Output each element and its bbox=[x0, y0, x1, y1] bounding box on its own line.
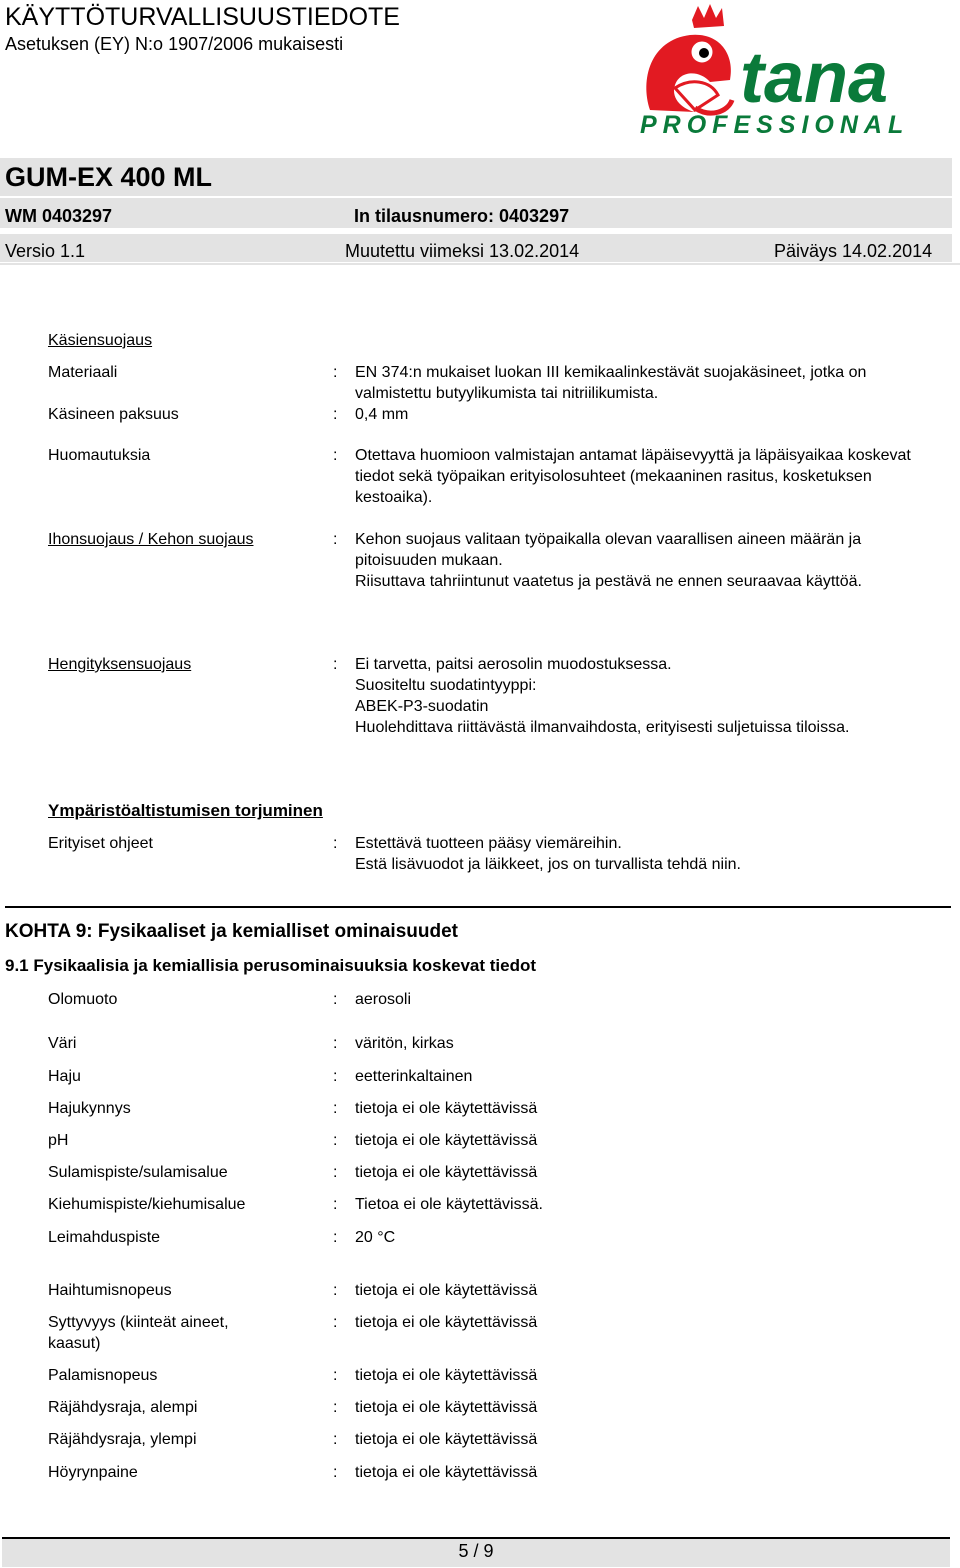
remarks-value: Otettava huomioon valmistajan antamat läpäisevyyttä ja läpäisyaikaa koskevat tiedot sekä työpaikan erityisolosuhteet (mekaaninen rasitus, kosketuksen kestoaika). bbox=[355, 447, 911, 506]
property-value: tietoja ei ole käytettävissä bbox=[355, 1164, 538, 1181]
property-label: Haihtumisnopeus bbox=[48, 1282, 172, 1299]
version: Versio 1.1 bbox=[5, 241, 86, 261]
property-label: Kiehumispiste/kiehumisalue bbox=[48, 1196, 246, 1213]
hand-protection-heading: Käsiensuojaus bbox=[48, 332, 153, 349]
product-name: GUM-EX 400 ML bbox=[5, 162, 213, 192]
colon: : bbox=[333, 1164, 338, 1181]
respiratory-line-4: Huolehdittava riittävästä ilmanvaihdosta, erityisesti suljetuissa tiloissa. bbox=[355, 719, 850, 736]
property-value: tietoja ei ole käytettävissä bbox=[355, 1399, 538, 1416]
property-value: tietoja ei ole käytettävissä bbox=[355, 1464, 538, 1481]
colon: : bbox=[333, 1068, 338, 1085]
colon: : bbox=[333, 1314, 338, 1331]
header-divider bbox=[0, 263, 960, 265]
property-value: tietoja ei ole käytettävissä bbox=[355, 1132, 538, 1149]
material-label: Materiaali bbox=[48, 364, 118, 381]
property-label: Haju bbox=[48, 1068, 81, 1085]
svg-text:tana: tana bbox=[740, 38, 889, 118]
issue-date: Päiväys 14.02.2014 bbox=[774, 241, 933, 261]
property-label: Palamisnopeus bbox=[48, 1367, 158, 1384]
colon: : bbox=[333, 447, 338, 464]
respiratory-line-2: Suositeltu suodatintyyppi: bbox=[355, 677, 537, 694]
colon: : bbox=[333, 1100, 338, 1117]
skin-protection-value-1: Kehon suojaus valitaan työpaikalla olevan vaarallisen aineen määrän ja pitoisuuden mukaan. bbox=[355, 531, 862, 569]
colon: : bbox=[333, 531, 338, 548]
property-label: pH bbox=[48, 1132, 69, 1149]
property-value: tietoja ei ole käytettävissä bbox=[355, 1367, 538, 1384]
glove-thickness-label: Käsineen paksuus bbox=[48, 406, 179, 423]
colon: : bbox=[333, 406, 338, 423]
property-label: Syttyvyys (kiinteät aineet, kaasut) bbox=[48, 1314, 229, 1352]
property-value: tietoja ei ole käytettävissä bbox=[355, 1282, 538, 1299]
property-label: Olomuoto bbox=[48, 991, 118, 1008]
environmental-heading: Ympäristöaltistumisen torjuminen bbox=[48, 801, 323, 820]
colon: : bbox=[333, 1229, 338, 1246]
property-label: Höyrynpaine bbox=[48, 1464, 138, 1481]
property-value: aerosoli bbox=[355, 991, 412, 1008]
property-value: 20 °C bbox=[355, 1229, 396, 1246]
property-value: väritön, kirkas bbox=[355, 1035, 454, 1052]
property-label: Leimahduspiste bbox=[48, 1229, 161, 1246]
order-number: In tilausnumero: 0403297 bbox=[354, 206, 570, 226]
colon: : bbox=[333, 1132, 338, 1149]
special-instructions-line-1: Estettävä tuotteen pääsy viemäreihin. bbox=[355, 835, 622, 852]
colon: : bbox=[333, 1399, 338, 1416]
glove-thickness-value: 0,4 mm bbox=[355, 406, 409, 423]
material-value: EN 374:n mukaiset luokan III kemikaalinkestävät suojakäsineet, jotka on valmistettu butyylikumista tai nitriilikumista. bbox=[355, 364, 867, 402]
property-label: Hajukynnys bbox=[48, 1100, 131, 1117]
respiratory-protection-label: Hengityksensuojaus bbox=[48, 656, 192, 673]
property-value: tietoja ei ole käytettävissä bbox=[355, 1100, 538, 1117]
property-label: Väri bbox=[48, 1035, 77, 1052]
wm-number: WM 0403297 bbox=[5, 206, 113, 226]
colon: : bbox=[333, 1367, 338, 1384]
property-label: Räjähdysraja, ylempi bbox=[48, 1431, 197, 1448]
section-divider bbox=[5, 906, 951, 908]
colon: : bbox=[333, 835, 338, 852]
colon: : bbox=[333, 1196, 338, 1213]
document-subtitle: Asetuksen (EY) N:o 1907/2006 mukaisesti bbox=[5, 34, 344, 54]
remarks-label: Huomautuksia bbox=[48, 447, 151, 464]
property-value: Tietoa ei ole käytettävissä. bbox=[355, 1196, 543, 1213]
special-instructions-line-2: Estä lisävuodot ja läikkeet, jos on turvallista tehdä niin. bbox=[355, 856, 741, 873]
skin-protection-value-2: Riisuttava tahriintunut vaatetus ja pestävä ne ennen seuraavaa käyttöä. bbox=[355, 573, 862, 590]
tana-professional-logo bbox=[640, 0, 945, 140]
section-9-1-title: 9.1 Fysikaalisia ja kemiallisia perusominaisuuksia koskevat tiedot bbox=[5, 956, 537, 975]
property-label: Sulamispiste/sulamisalue bbox=[48, 1164, 228, 1181]
logo-wordmark bbox=[740, 38, 888, 118]
colon: : bbox=[333, 1431, 338, 1448]
respiratory-line-1: Ei tarvetta, paitsi aerosolin muodostuksessa. bbox=[355, 656, 672, 673]
modified-date: Muutettu viimeksi 13.02.2014 bbox=[345, 241, 580, 261]
special-instructions-label: Erityiset ohjeet bbox=[48, 835, 153, 852]
colon: : bbox=[333, 991, 338, 1008]
colon: : bbox=[333, 1464, 338, 1481]
property-value: tietoja ei ole käytettävissä bbox=[355, 1431, 538, 1448]
section-9-title: KOHTA 9: Fysikaaliset ja kemialliset ominaisuudet bbox=[5, 921, 458, 942]
colon: : bbox=[333, 1282, 338, 1299]
skin-protection-label: Ihonsuojaus / Kehon suojaus bbox=[48, 531, 254, 548]
property-value: tietoja ei ole käytettävissä bbox=[355, 1314, 538, 1331]
respiratory-line-3: ABEK-P3-suodatin bbox=[355, 698, 489, 715]
property-value: eetterinkaltainen bbox=[355, 1068, 473, 1085]
logo-subtitle: PROFESSIONAL bbox=[640, 111, 910, 139]
colon: : bbox=[333, 364, 338, 381]
page-number: 5 / 9 bbox=[458, 1541, 494, 1561]
colon: : bbox=[333, 656, 338, 673]
document-title: KÄYTTÖTURVALLISUUSTIEDOTE bbox=[5, 3, 400, 31]
property-label: Räjähdysraja, alempi bbox=[48, 1399, 198, 1416]
colon: : bbox=[333, 1035, 338, 1052]
